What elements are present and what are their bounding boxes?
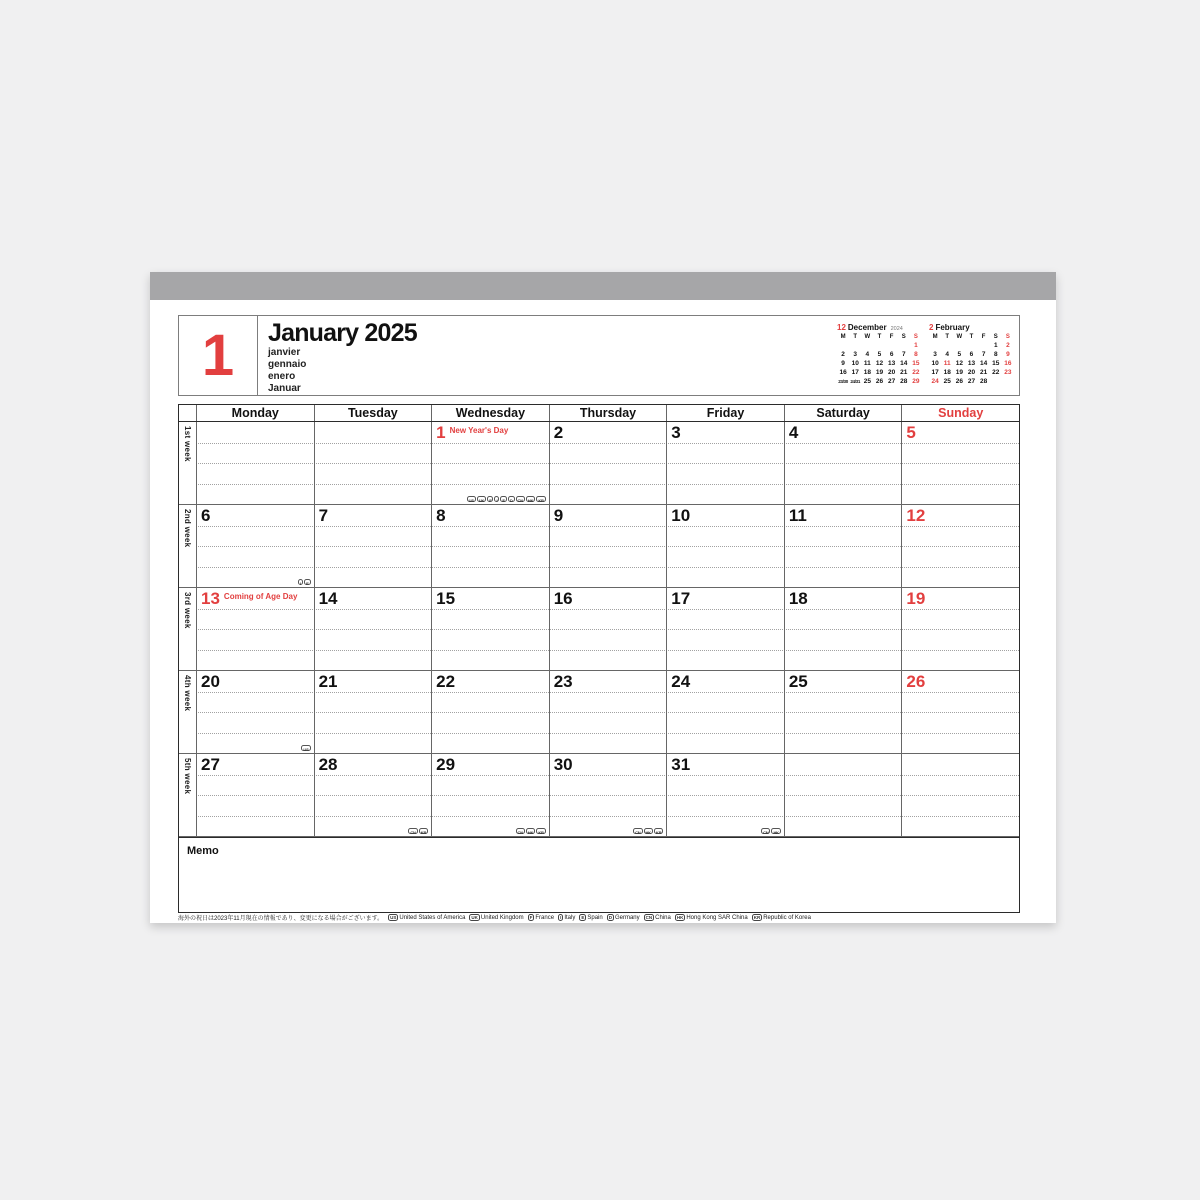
mini-month-name: February — [935, 323, 970, 332]
memo-section — [179, 837, 1019, 912]
mini-day-header: S — [993, 334, 998, 340]
month-subtitles — [268, 347, 417, 395]
date-cell-top — [906, 672, 1017, 691]
mini-date-cell: 24 — [931, 378, 939, 385]
footnote-disclaimer: 海外の祝日は2023年11月現在の情報であり、変更になる場合がございます。 — [178, 916, 384, 922]
country-flags — [301, 745, 310, 751]
mini-date-cell: 10 — [931, 360, 939, 367]
date-number: 18 — [788, 589, 808, 608]
calendar-grid — [178, 404, 1020, 913]
mini-date-cell: 24/31 — [850, 379, 861, 384]
legend-item — [388, 914, 465, 922]
mini-month-number: 2 — [929, 323, 934, 332]
country-flags — [516, 828, 546, 834]
date-cell — [666, 505, 784, 587]
month-number: 1 — [201, 322, 235, 388]
legend-name: France — [535, 914, 555, 921]
date-cell — [666, 422, 784, 504]
day-header-saturday: Saturday — [784, 405, 902, 421]
legend-code-kr: KR — [753, 915, 761, 921]
country-badge-us: US — [303, 746, 309, 752]
day-header-thursday: Thursday — [549, 405, 667, 421]
mini-date-cell: 7 — [981, 351, 986, 358]
mini-month-number: 12 — [837, 323, 846, 332]
mini-date-cell: 6 — [969, 351, 974, 358]
mini-date-cell: 5 — [957, 351, 962, 358]
country-badge-i: I — [300, 580, 302, 586]
date-cell-top — [906, 506, 1017, 525]
date-cell — [549, 754, 667, 836]
date-cell — [784, 671, 902, 753]
mini-date-cell: 25 — [863, 378, 871, 385]
day-header-monday: Monday — [196, 405, 314, 421]
mini-date-cell: 5 — [877, 351, 882, 358]
date-number: 16 — [553, 589, 573, 608]
date-cell — [196, 671, 314, 753]
mini-calendar-header — [837, 323, 922, 333]
date-cell-top — [789, 423, 900, 442]
date-number: 2 — [553, 423, 564, 442]
mini-date-cell: 13 — [967, 360, 976, 367]
mini-date-cell: 3 — [853, 351, 858, 358]
legend-name: United Kingdom — [480, 914, 524, 921]
mini-day-header: W — [864, 334, 871, 340]
date-cell-top — [671, 589, 782, 608]
country-badge-hk: HK — [773, 829, 779, 835]
country-badge-d: D — [509, 497, 513, 503]
country-flags — [467, 496, 546, 502]
mini-date-cell: 19 — [875, 369, 884, 376]
legend-item — [528, 914, 554, 922]
mini-date-cell: 23 — [1004, 369, 1012, 376]
date-number: 21 — [318, 672, 338, 691]
date-cell-top — [554, 672, 665, 691]
country-badge-f: F — [489, 497, 492, 503]
date-number: 7 — [318, 506, 329, 525]
date-cell-top — [201, 672, 312, 691]
legend-name: China — [655, 914, 671, 921]
mini-date-cell: 17 — [851, 369, 859, 376]
legend-name: Republic of Korea — [763, 914, 811, 921]
legend-item — [558, 914, 575, 922]
day-header-friday: Friday — [666, 405, 784, 421]
mini-date-cell — [941, 341, 953, 350]
legend-item — [752, 914, 811, 922]
country-badge-e: E — [306, 580, 309, 586]
country-badge-kr: KR — [655, 829, 662, 835]
date-number: 20 — [201, 672, 220, 691]
mini-date-cell: 8 — [993, 351, 998, 358]
legend-item — [579, 914, 602, 922]
mini-date-cell: 4 — [945, 351, 950, 358]
legend-name: Germany — [614, 914, 640, 921]
month-title-block — [258, 316, 417, 395]
date-cell — [196, 588, 314, 670]
date-cell-top — [201, 755, 312, 774]
mini-date-cell: 27 — [967, 378, 976, 385]
week-label-text: 2nd week — [183, 509, 192, 548]
legend-item — [675, 914, 748, 922]
date-cell — [314, 754, 432, 836]
date-number: 6 — [201, 506, 211, 525]
mini-year: 2024 — [890, 326, 903, 332]
mini-date-cell: 28 — [900, 378, 908, 385]
legend-code-cn: CN — [645, 915, 653, 921]
country-badge-kr: KR — [538, 829, 544, 835]
mini-date-cell: 1 — [993, 342, 998, 349]
date-number: 5 — [906, 423, 916, 442]
mini-date-cell — [978, 341, 990, 350]
date-cell-top — [906, 589, 1017, 608]
mini-day-header: F — [889, 334, 894, 340]
week-row — [179, 422, 1019, 505]
mini-date-cell: 6 — [889, 351, 894, 358]
legend-item — [644, 914, 671, 922]
mini-date-cell — [1002, 377, 1014, 386]
date-cell — [666, 754, 784, 836]
holiday-label: Coming of Age Day — [223, 592, 298, 601]
date-cell-top — [554, 589, 665, 608]
mini-day-header: S — [913, 334, 918, 340]
date-number: 22 — [436, 672, 456, 691]
memo-label: Memo — [187, 845, 219, 857]
date-number: 12 — [906, 506, 926, 525]
date-cell — [314, 671, 432, 753]
date-cell-top — [319, 589, 430, 608]
mini-day-header: T — [945, 334, 950, 340]
day-header-sunday: Sunday — [901, 405, 1019, 421]
mini-calendars — [837, 323, 1014, 386]
holiday-label: New Year's Day — [449, 426, 509, 435]
legend-code-uk: UK — [471, 915, 478, 921]
mini-day-header: M — [932, 334, 938, 340]
week-label — [179, 505, 196, 587]
date-cell-top — [671, 423, 782, 442]
date-cell-top — [671, 506, 782, 525]
mini-date-cell: 12 — [955, 360, 963, 367]
mini-date-cell — [898, 341, 910, 350]
date-cell — [431, 671, 549, 753]
legend-code-d: D — [608, 915, 612, 921]
week-row — [179, 754, 1019, 837]
month-subtitle-spanish: enero — [268, 371, 296, 382]
mini-date-cell — [953, 341, 965, 350]
date-cell — [314, 422, 432, 504]
legend-item — [607, 914, 640, 922]
mini-date-cell: 26 — [875, 378, 884, 385]
mini-date-cell: 14 — [900, 360, 908, 367]
country-badge-hk: HK — [527, 497, 534, 503]
legend-code-hk: HK — [676, 915, 684, 921]
week-row — [179, 505, 1019, 588]
week-label — [179, 588, 196, 670]
mini-date-cell: 18 — [943, 369, 951, 376]
country-badge-kr: KR — [420, 829, 427, 835]
mini-day-header: T — [877, 334, 882, 340]
date-number: 15 — [436, 589, 456, 608]
date-number: 24 — [671, 672, 691, 691]
legend-code-f: F — [529, 915, 533, 921]
date-number: 14 — [318, 589, 338, 608]
date-cell-top — [201, 506, 312, 525]
date-number: 11 — [788, 506, 807, 525]
date-cell-top — [436, 423, 547, 442]
mini-date-cell: 7 — [901, 351, 906, 358]
mini-date-cell: 21 — [980, 369, 988, 376]
date-cell — [666, 671, 784, 753]
legend-name: Italy — [564, 914, 576, 921]
mini-date-cell: 8 — [914, 351, 918, 358]
mini-date-cell: 15 — [912, 360, 920, 367]
mini-date-cell: 1 — [914, 342, 918, 349]
mini-date-cell: 27 — [888, 378, 896, 385]
date-number: 10 — [671, 506, 691, 525]
date-cell — [901, 505, 1019, 587]
date-cell-top — [436, 589, 547, 608]
mini-day-header: T — [969, 334, 974, 340]
mini-calendar-grid — [837, 333, 922, 386]
date-cell — [549, 671, 667, 753]
mini-day-header: S — [901, 334, 906, 340]
mini-date-cell: 16 — [839, 369, 847, 376]
footnote — [178, 913, 1020, 922]
date-cell-top — [789, 672, 900, 691]
mini-date-cell: 10 — [851, 360, 859, 367]
mini-date-cell: 16 — [1004, 360, 1012, 367]
date-number: 26 — [906, 672, 926, 691]
date-number: 19 — [906, 589, 926, 608]
country-badge-cn: CN — [410, 829, 416, 835]
week-label — [179, 754, 196, 836]
mini-date-cell: 23/30 — [838, 379, 848, 384]
day-header-tuesday: Tuesday — [314, 405, 432, 421]
week-label — [179, 422, 196, 504]
mini-date-cell: 21 — [900, 369, 908, 376]
date-cell — [901, 588, 1019, 670]
mini-date-cell: 11 — [863, 360, 871, 367]
mini-date-cell: 29 — [912, 378, 920, 385]
country-badge-us: US — [468, 497, 474, 503]
mini-month-name: December — [847, 323, 887, 332]
legend-code-e: E — [581, 915, 585, 921]
month-subtitle-italian: gennaio — [268, 359, 307, 370]
date-cell-top — [319, 506, 430, 525]
mini-date-cell: 28 — [980, 378, 988, 385]
mini-date-cell: 3 — [933, 351, 937, 358]
date-number: 4 — [788, 423, 799, 442]
mini-date-cell: 9 — [1006, 351, 1010, 358]
date-cell — [784, 754, 902, 836]
mini-calendar-february — [929, 323, 1014, 386]
country-badge-i: I — [496, 497, 498, 503]
mini-calendar-grid — [929, 333, 1014, 386]
date-number: 9 — [553, 506, 564, 525]
date-cell-top — [789, 506, 900, 525]
binding-bar — [150, 272, 1056, 300]
date-number: 13 — [201, 589, 220, 608]
country-badge-hk: HK — [645, 829, 651, 835]
legend-code-i: I — [560, 915, 562, 921]
mini-date-cell: 22 — [912, 369, 920, 376]
week-label-text: 4th week — [183, 675, 192, 712]
date-cell — [901, 754, 1019, 836]
legend-code-us: US — [390, 915, 397, 921]
date-cell — [196, 505, 314, 587]
month-title: January 2025 — [268, 319, 417, 347]
country-flags — [298, 579, 310, 585]
date-cell — [666, 588, 784, 670]
country-badge-cn: CN — [517, 497, 523, 503]
date-cell-top — [789, 589, 900, 608]
holiday-country-legend — [388, 914, 811, 922]
country-badge-e: E — [502, 497, 505, 503]
mini-date-cell: 20 — [888, 369, 896, 376]
date-cell-top — [671, 672, 782, 691]
grid-corner-cell — [179, 405, 196, 421]
date-number: 27 — [201, 755, 220, 774]
calendar-page — [150, 272, 1056, 923]
date-cell — [784, 505, 902, 587]
mini-date-cell: 26 — [955, 378, 963, 385]
mini-date-cell: 13 — [888, 360, 896, 367]
legend-item — [469, 914, 523, 922]
date-cell — [314, 588, 432, 670]
mini-date-cell — [861, 341, 873, 350]
day-header-row — [179, 405, 1019, 422]
mini-date-cell: 15 — [992, 360, 1000, 367]
country-badge-kr: KR — [538, 497, 544, 503]
mini-day-header: F — [981, 334, 986, 340]
date-cell — [784, 588, 902, 670]
date-cell-top — [436, 506, 547, 525]
mini-date-cell: 18 — [863, 369, 871, 376]
week-label-text: 3rd week — [183, 592, 192, 629]
mini-date-cell: 11 — [943, 360, 951, 367]
week-row — [179, 671, 1019, 754]
week-label-text: 1st week — [183, 426, 192, 462]
date-cell — [549, 588, 667, 670]
month-number-cell — [179, 316, 258, 395]
date-cell-top — [554, 423, 665, 442]
date-cell-top — [436, 755, 547, 774]
mini-day-header: W — [956, 334, 963, 340]
mini-date-cell: 14 — [980, 360, 988, 367]
country-flags — [761, 828, 781, 834]
date-number: 30 — [553, 755, 573, 774]
mini-calendar-december — [837, 323, 922, 386]
day-header-wednesday: Wednesday — [431, 405, 549, 421]
mini-date-cell — [965, 341, 977, 350]
week-label-text: 5th week — [183, 758, 192, 795]
mini-date-cell: 2 — [841, 351, 845, 358]
mini-day-header: T — [853, 334, 858, 340]
date-cell — [196, 422, 314, 504]
mini-date-cell: 22 — [992, 369, 1000, 376]
date-cell-top — [201, 589, 312, 608]
date-cell — [901, 671, 1019, 753]
date-number: 28 — [318, 755, 338, 774]
date-cell — [549, 505, 667, 587]
date-cell — [431, 422, 549, 504]
legend-name: Hong Kong SAR China — [686, 914, 748, 921]
mini-date-cell — [837, 341, 849, 350]
week-label — [179, 671, 196, 753]
date-number: 8 — [436, 506, 446, 525]
mini-date-cell — [990, 377, 1002, 386]
date-number: 17 — [671, 589, 691, 608]
country-badge-cn: CN — [763, 829, 769, 835]
mini-date-cell: 2 — [1006, 342, 1010, 349]
date-cell-top — [319, 755, 430, 774]
mini-date-cell: 19 — [955, 369, 963, 376]
country-badge-uk: UK — [478, 497, 485, 503]
date-number: 29 — [436, 755, 456, 774]
mini-date-cell: 12 — [875, 360, 884, 367]
month-header — [178, 315, 1020, 396]
date-number: 3 — [671, 423, 681, 442]
mini-date-cell — [873, 341, 885, 350]
date-number: 31 — [671, 755, 691, 774]
date-cell-top — [554, 506, 665, 525]
country-flags — [633, 828, 663, 834]
country-badge-hk: HK — [527, 829, 534, 835]
date-cell — [431, 588, 549, 670]
date-cell — [431, 505, 549, 587]
week-row — [179, 588, 1019, 671]
mini-date-cell: 4 — [865, 351, 870, 358]
mini-day-header: S — [1005, 334, 1010, 340]
mini-date-cell — [929, 341, 941, 350]
date-cell-top — [436, 672, 547, 691]
mini-date-cell: 25 — [943, 378, 951, 385]
country-badge-cn: CN — [635, 829, 641, 835]
date-cell — [784, 422, 902, 504]
date-cell — [431, 754, 549, 836]
date-cell-top — [906, 423, 1017, 442]
date-cell-top — [319, 672, 430, 691]
mini-date-cell: 20 — [967, 369, 976, 376]
date-number: 23 — [553, 672, 573, 691]
mini-date-cell: 9 — [841, 360, 845, 367]
date-number: 25 — [788, 672, 808, 691]
date-cell — [196, 754, 314, 836]
date-number: 1 — [436, 423, 446, 442]
date-cell — [901, 422, 1019, 504]
month-subtitle-german: Januar — [268, 383, 301, 394]
country-badge-cn: CN — [517, 829, 523, 835]
date-cell-top — [554, 755, 665, 774]
mini-day-header: M — [840, 334, 846, 340]
month-subtitle-french: janvier — [268, 347, 301, 358]
date-cell — [314, 505, 432, 587]
country-flags — [408, 828, 428, 834]
mini-calendar-header — [929, 323, 1014, 333]
mini-date-cell — [886, 341, 898, 350]
date-cell — [549, 422, 667, 504]
date-cell-top — [671, 755, 782, 774]
legend-name: United States of America — [399, 914, 466, 921]
mini-date-cell — [849, 341, 861, 350]
mini-date-cell: 17 — [931, 369, 939, 376]
legend-name: Spain — [587, 914, 603, 921]
